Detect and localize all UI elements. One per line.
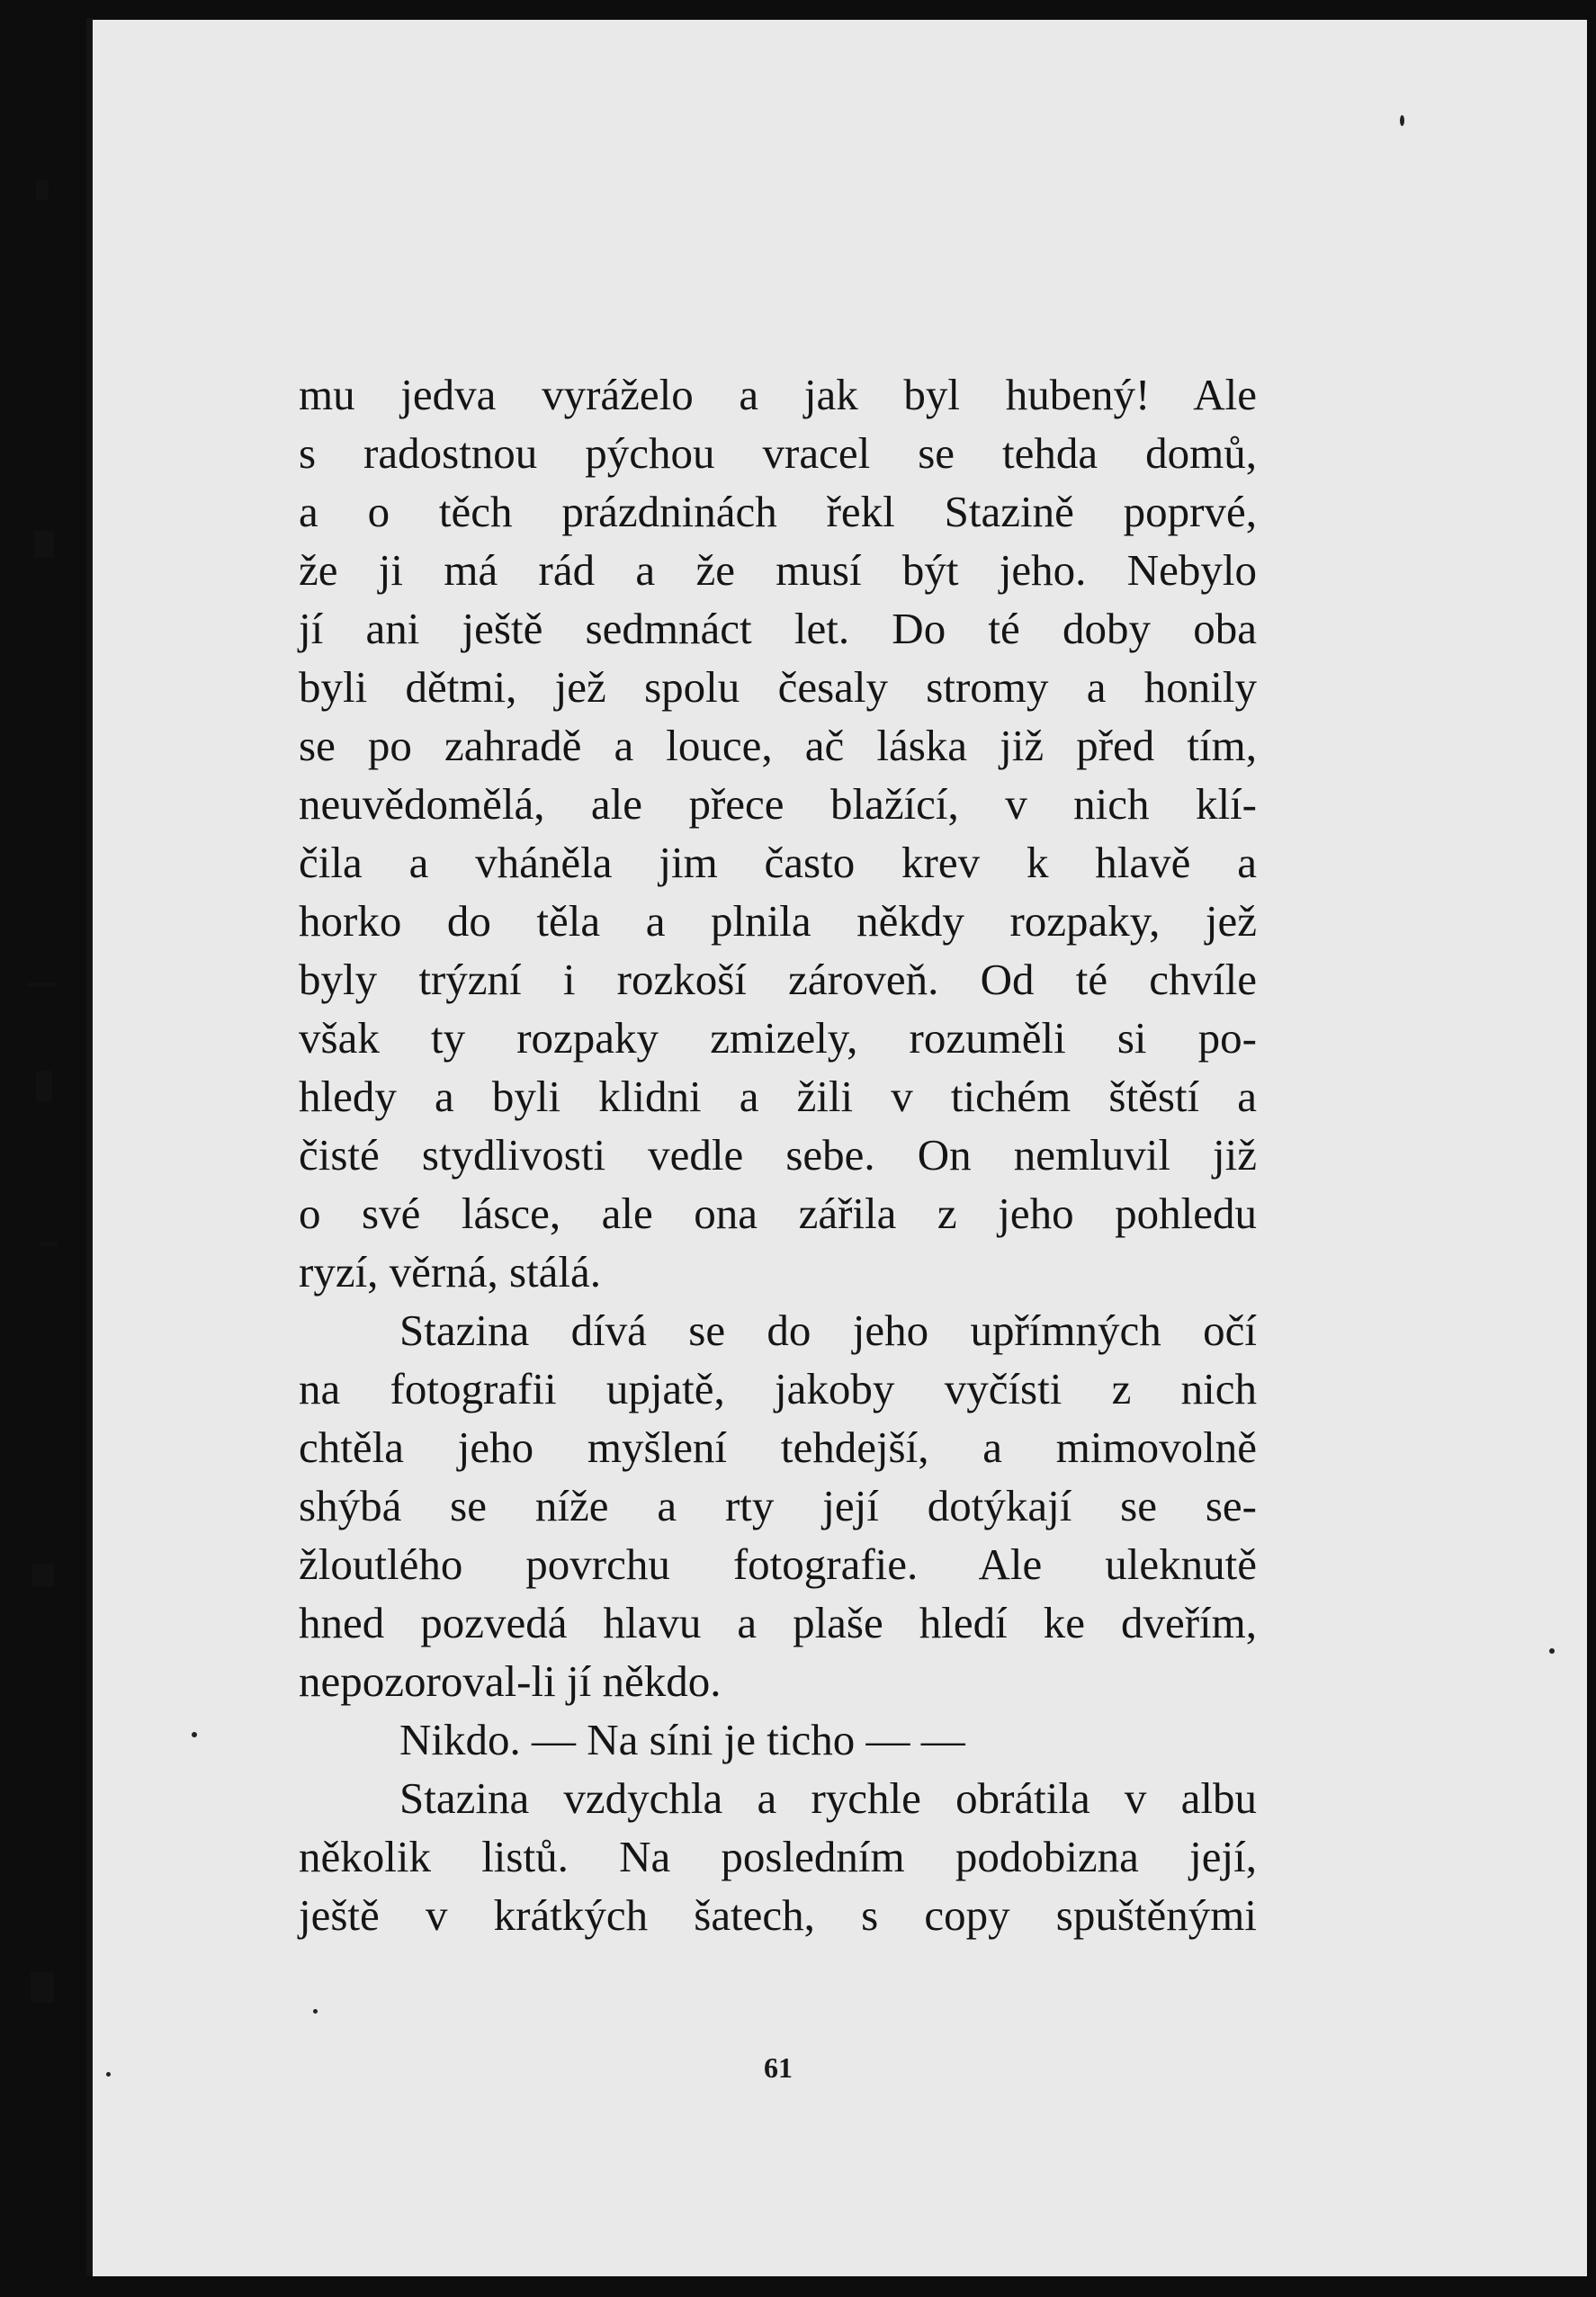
text-line: čila a vháněla jim často krev k hlavě a (299, 838, 1257, 887)
paper-speck (192, 1732, 197, 1737)
page-number: 61 (764, 2051, 793, 2084)
text-line: několik listů. Na posledním podobizna její, (299, 1832, 1257, 1881)
binding-mark (27, 983, 58, 987)
body-text (299, 365, 1257, 1944)
text-line: Stazina dívá se do jeho upřímných očí (399, 1306, 1257, 1355)
text-line: mu jedva vyráželo a jak byl hubený! Ale (299, 370, 1257, 419)
text-line: hned pozvedá hlavu a plaše hledí ke dveřím, (299, 1598, 1257, 1647)
text-line: byli dětmi, jež spolu česaly stromy a honily (299, 662, 1257, 712)
text-line: na fotografii upjatě, jakoby vyčísti z nich (299, 1364, 1257, 1413)
binding-mark (34, 531, 54, 558)
text-line: nepozoroval-li jí někdo. (299, 1656, 722, 1706)
text-line: byly trýzní i rozkoší zároveň. Od té chvíle (299, 955, 1257, 1004)
paper-speck (313, 2009, 318, 2014)
paper-speck (106, 2072, 111, 2077)
binding-mark (40, 1242, 58, 1246)
text-line: shýbá se níže a rty její dotýkají se se- (299, 1481, 1257, 1530)
text-line: ryzí, věrná, stálá. (299, 1247, 602, 1297)
text-line: s radostnou pýchou vracel se tehda domů, (299, 428, 1257, 478)
text-line: horko do těla a plnila někdy rozpaky, jež (299, 896, 1257, 946)
text-line: že ji má rád a že musí být jeho. Nebylo (299, 545, 1257, 595)
text-line: čisté stydlivosti vedle sebe. On nemluvil již (299, 1130, 1257, 1180)
text-line: chtěla jeho myšlení tehdejší, a mimovolně (299, 1422, 1257, 1472)
paper-speck (1400, 115, 1404, 126)
paper-speck (1549, 1648, 1555, 1654)
text-line: Stazina vzdychla a rychle obrátila v albu (399, 1773, 1257, 1823)
text-line: Nikdo. — Na síni je ticho — — (399, 1715, 965, 1764)
text-line: žloutlého povrchu fotografie. Ale uleknutě (299, 1539, 1257, 1589)
text-line: však ty rozpaky zmizely, rozuměli si po- (299, 1013, 1257, 1063)
text-line: se po zahradě a louce, ač láska již před tím, (299, 721, 1257, 770)
text-line: hledy a byli klidni a žili v tichém štěstí a (299, 1072, 1257, 1121)
binding-mark (32, 1564, 54, 1587)
text-line: jí ani ještě sedmnáct let. Do té doby oba (299, 604, 1257, 653)
binding-mark (31, 1972, 54, 2003)
text-line: neuvědomělá, ale přece blažící, v nich klí- (299, 779, 1257, 829)
page-gutter-edge (86, 18, 93, 2276)
text-line: o své lásce, ale ona zářila z jeho pohledu (299, 1189, 1257, 1238)
binding-mark (36, 180, 49, 200)
text-line: ještě v krátkých šatech, s copy spuštěnými (299, 1890, 1257, 1940)
binding-mark (36, 1071, 52, 1101)
text-line: a o těch prázdninách řekl Stazině poprvé, (299, 487, 1257, 536)
